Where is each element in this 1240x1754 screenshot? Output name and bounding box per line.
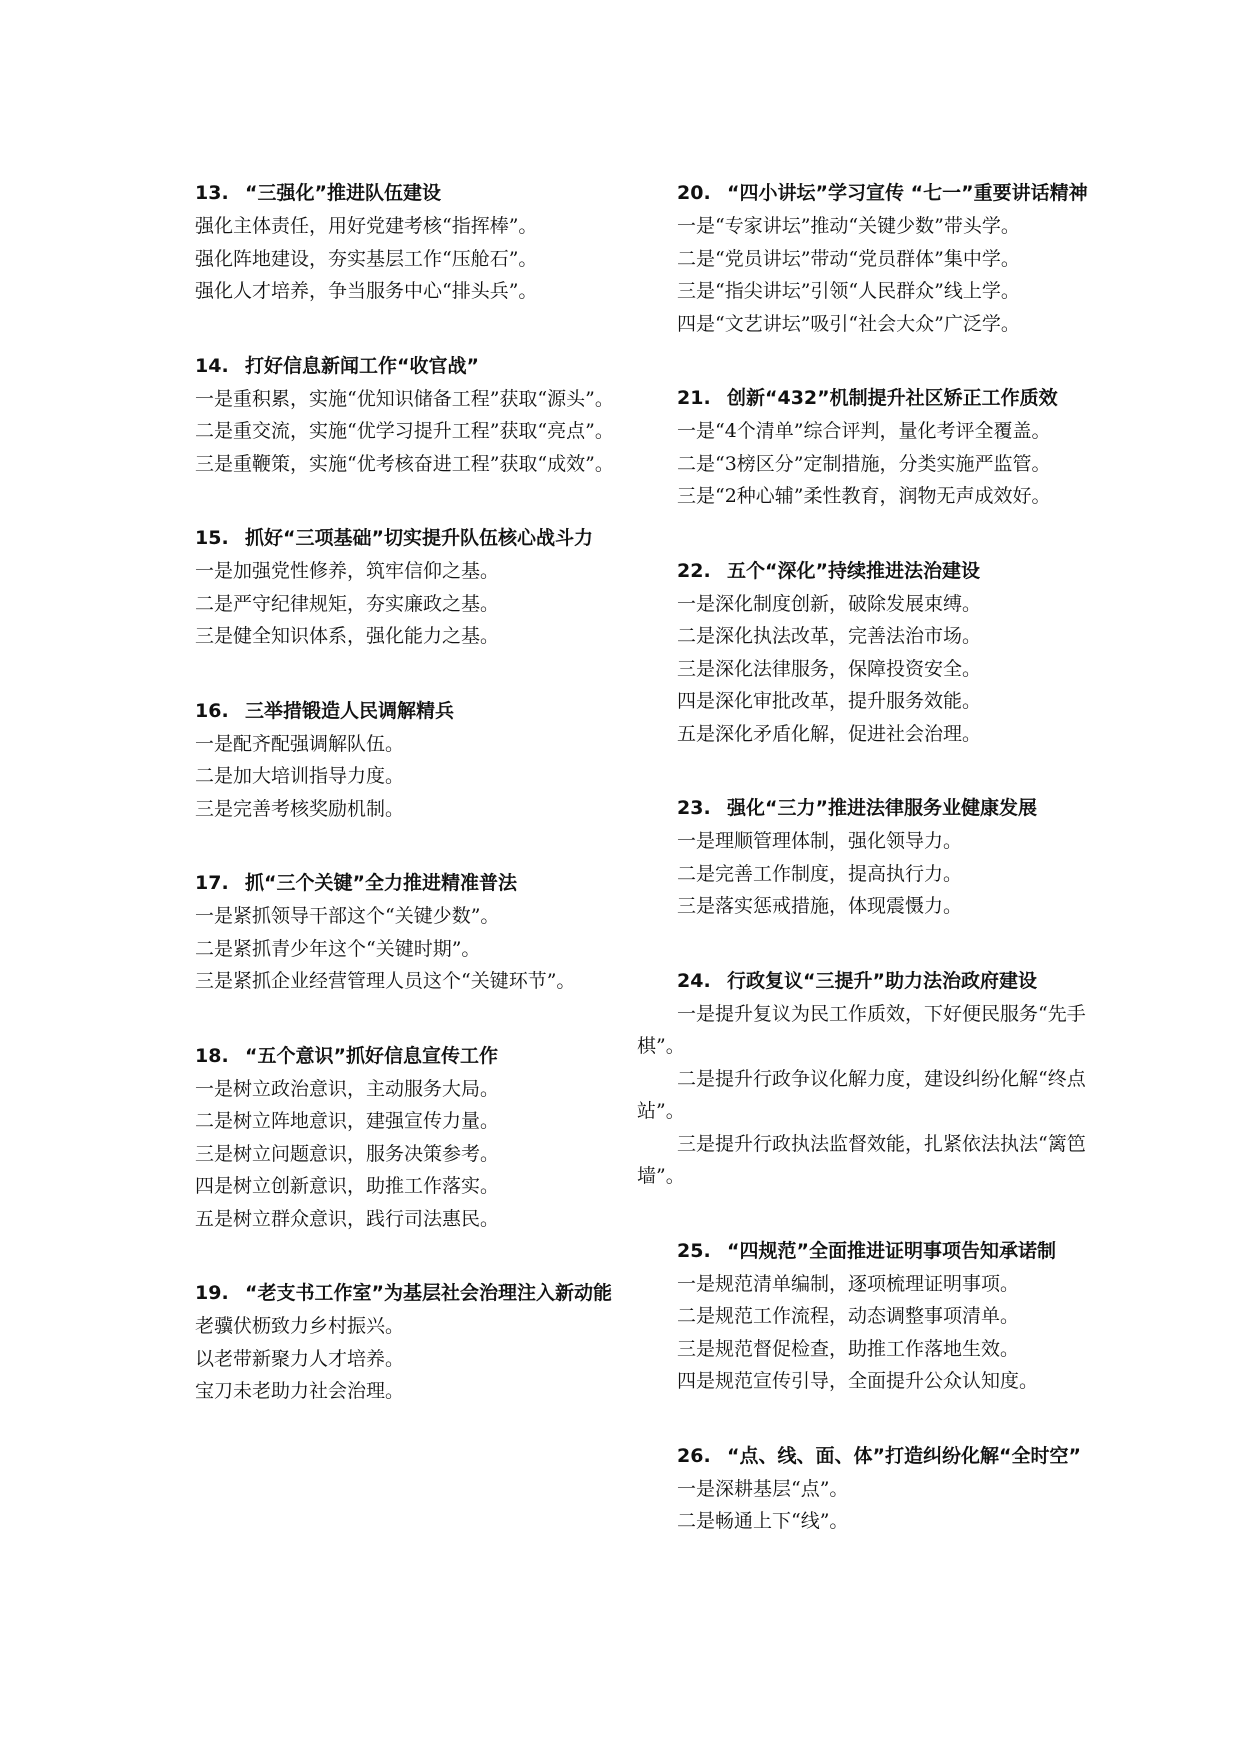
body-line: 三是“指尖讲坛”引领“人民群众”线上学。	[677, 280, 1020, 302]
body-line: 三是完善考核奖励机制。	[195, 797, 405, 820]
section-heading	[637, 965, 1097, 998]
section-20	[637, 177, 1097, 340]
body-line: 二是深化执法改革，完善法治市场。	[677, 625, 982, 647]
section-title: 创新“432”机制提升社区矫正工作质效	[727, 387, 1058, 409]
section-heading	[637, 555, 1097, 588]
body-line: 五是深化矛盾化解，促进社会治理。	[677, 722, 982, 745]
body-line: 二是规范工作流程，动态调整事项清单。	[677, 1305, 1020, 1327]
section-heading	[155, 350, 625, 383]
section-14	[155, 350, 625, 481]
section-heading	[155, 695, 625, 728]
body-line: 一是加强党性修养，筑牢信仰之基。	[195, 560, 500, 582]
body-line: 三是紧抓企业经营管理人员这个“关键环节”。	[195, 970, 576, 992]
body-line: 一是深化制度创新，破除发展束缚。	[677, 592, 982, 615]
body-line: 一是提升复议为民工作质效，下好便民服务“先手棋”。	[637, 1002, 1086, 1057]
right-column	[637, 177, 1097, 1580]
section-number: 25.	[677, 1239, 711, 1262]
section-title: 行政复议“三提升”助力法治政府建设	[727, 969, 1037, 992]
body-line: 强化主体责任，用好党建考核“指挥棒”。	[195, 215, 538, 237]
body-line: 三是树立问题意识，服务决策参考。	[195, 1142, 500, 1165]
section-19	[155, 1277, 625, 1408]
section-number: 16.	[195, 699, 229, 722]
body-line: 三是深化法律服务，保障投资安全。	[677, 657, 982, 680]
body-line: 一是深耕基层“点”。	[677, 1477, 849, 1500]
body-line: 三是规范督促检查，助推工作落地生效。	[677, 1337, 1020, 1360]
section-18	[155, 1040, 625, 1236]
body-line: 四是深化审批改革，提升服务效能。	[677, 690, 982, 712]
section-title: “老支书工作室”为基层社会治理注入新动能	[245, 1282, 612, 1304]
section-heading	[637, 382, 1097, 415]
section-heading	[155, 867, 625, 900]
section-heading	[155, 1040, 625, 1073]
section-number: 13.	[195, 182, 229, 204]
section-number: 15.	[195, 527, 229, 549]
section-title: “点、线、面、体”打造纠纷化解“全时空”	[727, 1444, 1081, 1467]
body-line: 三是“2种心辅”柔性教育，润物无声成效好。	[677, 485, 1051, 507]
section-22	[637, 555, 1097, 751]
body-line: 二是重交流，实施“优学习提升工程”获取“亮点”。	[195, 420, 614, 442]
section-heading	[637, 1440, 1097, 1473]
section-title: “五个意识”抓好信息宣传工作	[245, 1044, 498, 1067]
body-line: 宝刀未老助力社会治理。	[195, 1380, 405, 1402]
body-line: 强化阵地建设，夯实基层工作“压舱石”。	[195, 247, 538, 270]
body-line: 四是树立创新意识，助推工作落实。	[195, 1175, 500, 1197]
body-line: 二是“党员讲坛”带动“党员群体”集中学。	[677, 247, 1020, 270]
section-title: 打好信息新闻工作“收官战”	[245, 354, 479, 377]
section-number: 19.	[195, 1282, 229, 1304]
body-line: 四是“文艺讲坛”吸引“社会大众”广泛学。	[677, 312, 1020, 335]
body-line: 以老带新聚力人才培养。	[195, 1347, 405, 1370]
body-line: 一是紧抓领导干部这个“关键少数”。	[195, 905, 500, 927]
section-23	[637, 792, 1097, 923]
section-title: “三强化”推进队伍建设	[245, 182, 441, 204]
section-heading	[155, 177, 625, 210]
body-line: 二是“3榜区分”定制措施，分类实施严监管。	[677, 452, 1051, 475]
section-heading	[637, 792, 1097, 825]
section-title: 五个“深化”持续推进法治建设	[727, 559, 980, 582]
body-line: 二是严守纪律规矩，夯实廉政之基。	[195, 592, 500, 615]
section-title: “四小讲坛”学习宣传 “七一”重要讲话精神	[727, 182, 1088, 204]
section-heading	[155, 1277, 625, 1310]
section-heading	[637, 1235, 1097, 1268]
section-number: 18.	[195, 1044, 229, 1067]
section-16	[155, 695, 625, 826]
body-line: 一是树立政治意识，主动服务大局。	[195, 1077, 500, 1100]
body-line: 二是紧抓青少年这个“关键时期”。	[195, 937, 481, 960]
section-title: “四规范”全面推进证明事项告知承诺制	[727, 1239, 1056, 1262]
section-number: 24.	[677, 969, 711, 992]
section-number: 22.	[677, 559, 711, 582]
section-25	[637, 1235, 1097, 1398]
body-line: 二是完善工作制度，提高执行力。	[677, 862, 963, 885]
section-15	[155, 522, 625, 653]
body-line: 三是健全知识体系，强化能力之基。	[195, 625, 500, 647]
body-line: 老骥伏枥致力乡村振兴。	[195, 1315, 405, 1337]
section-24	[637, 965, 1097, 1193]
body-line: 二是畅通上下“线”。	[677, 1510, 849, 1532]
section-17	[155, 867, 625, 998]
body-line: 二是树立阵地意识，建强宣传力量。	[195, 1110, 500, 1132]
body-line: 一是重积累，实施“优知识储备工程”获取“源头”。	[195, 387, 614, 410]
body-line: 一是“4个清单”综合评判，量化考评全覆盖。	[677, 420, 1051, 442]
body-line: 一是配齐配强调解队伍。	[195, 732, 405, 755]
section-number: 21.	[677, 387, 711, 409]
section-title: 抓“三个关键”全力推进精准普法	[245, 872, 517, 894]
section-number: 23.	[677, 797, 711, 819]
body-line: 三是落实惩戒措施，体现震慑力。	[677, 895, 963, 917]
body-line: 三是提升行政执法监督效能，扎紧依法执法“篱笆墙”。	[637, 1132, 1086, 1187]
section-heading	[637, 177, 1097, 210]
section-21	[637, 382, 1097, 513]
section-number: 26.	[677, 1444, 711, 1467]
section-number: 17.	[195, 872, 229, 894]
body-line: 三是重鞭策，实施“优考核奋进工程”获取“成效”。	[195, 452, 614, 475]
section-title: 三举措锻造人民调解精兵	[245, 699, 455, 722]
section-13	[155, 177, 625, 308]
section-heading	[155, 522, 625, 555]
left-column	[155, 177, 625, 1450]
section-number: 14.	[195, 354, 229, 377]
body-line: 二是提升行政争议化解力度，建设纠纷化解“终点站”。	[637, 1067, 1086, 1122]
section-number: 20.	[677, 182, 711, 204]
section-26	[637, 1440, 1097, 1538]
body-line: 一是规范清单编制，逐项梳理证明事项。	[677, 1272, 1020, 1295]
section-title: 强化“三力”推进法律服务业健康发展	[727, 797, 1037, 819]
body-line: 四是规范宣传引导，全面提升公众认知度。	[677, 1370, 1039, 1392]
body-line: 五是树立群众意识，践行司法惠民。	[195, 1207, 500, 1230]
body-line: 强化人才培养，争当服务中心“排头兵”。	[195, 280, 538, 302]
body-line: 二是加大培训指导力度。	[195, 765, 405, 787]
section-title: 抓好“三项基础”切实提升队伍核心战斗力	[245, 527, 593, 549]
body-line: 一是理顺管理体制，强化领导力。	[677, 830, 963, 852]
body-line: 一是“专家讲坛”推动“关键少数”带头学。	[677, 215, 1020, 237]
